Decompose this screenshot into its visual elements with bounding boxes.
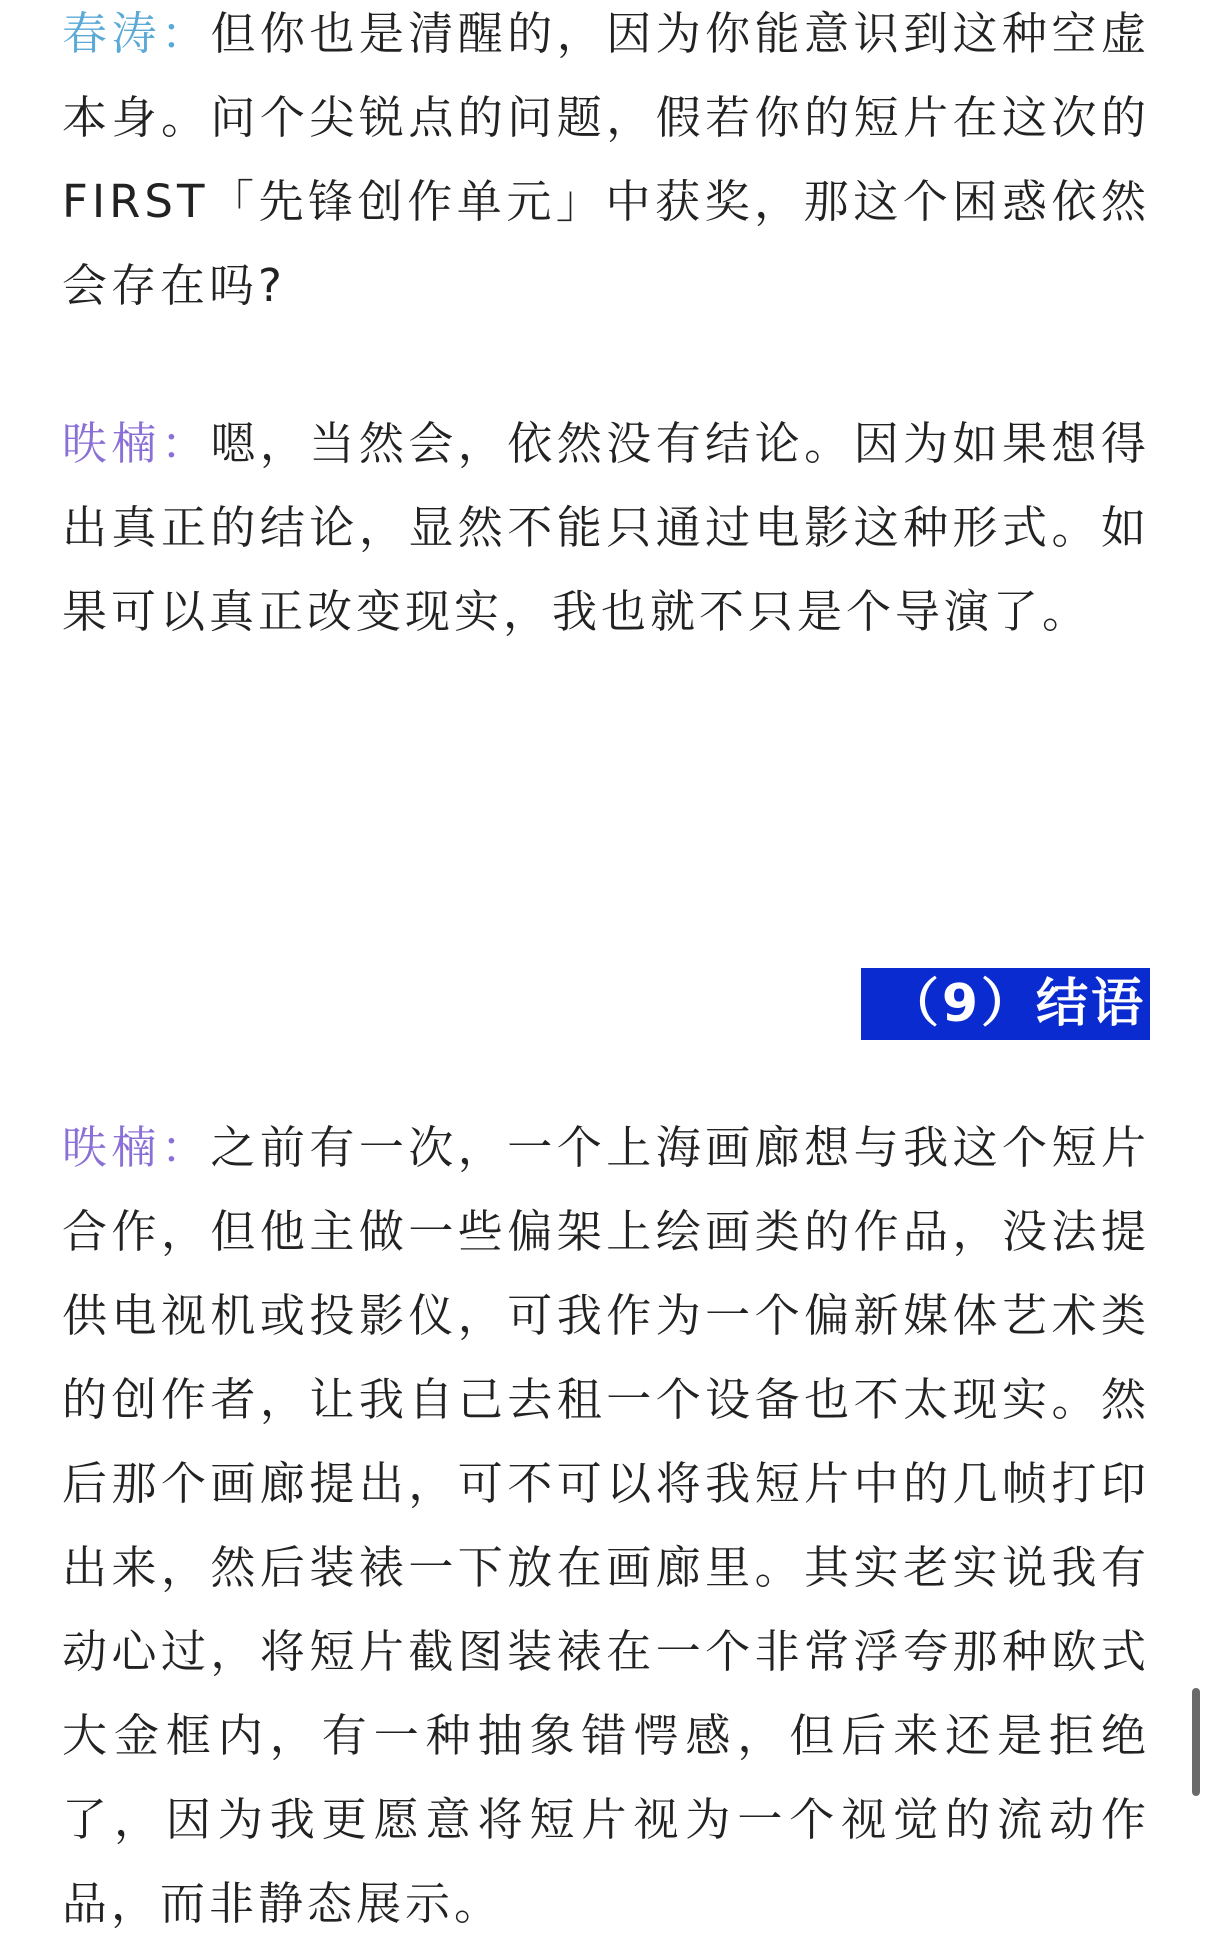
paragraph-gap	[62, 1040, 1150, 1106]
paragraph-text: 嗯，当然会，依然没有结论。因为如果想得出真正的结论，显然不能只通过电影这种形式。如果可以真正改变现实，我也就不只是个导演了。	[62, 417, 1150, 638]
paragraph-3	[62, 1106, 1150, 1946]
paragraph-2	[62, 402, 1150, 654]
speaker-label: 昳楠：	[62, 1121, 211, 1174]
paragraph-1	[62, 0, 1150, 328]
speaker-label: 昳楠：	[62, 417, 211, 470]
section-heading: （9）结语	[861, 968, 1150, 1040]
scrollbar-thumb[interactable]	[1192, 1688, 1200, 1796]
article-body	[62, 0, 1150, 1946]
speaker-label: 春涛：	[62, 7, 211, 60]
section-heading-row	[62, 968, 1150, 1040]
paragraph-gap	[62, 328, 1150, 402]
paragraph-text: 但你也是清醒的，因为你能意识到这种空虚本身。问个尖锐点的问题，假若你的短片在这次的FIRST「先锋创作单元」中获奖，那这个困惑依然会存在吗?	[62, 7, 1150, 312]
section-gap	[62, 654, 1150, 968]
paragraph-text: 之前有一次，一个上海画廊想与我这个短片合作，但他主做一些偏架上绘画类的作品，没法提供电视机或投影仪，可我作为一个偏新媒体艺术类的创作者，让我自己去租一个设备也不太现实。然后那个画廊提出，可不可以将我短片中的几帧打印出来，然后装裱一下放在画廊里。其实老实说我有动心过，将短片截图装裱在一个非常浮夸那种欧式大金框内，有一种抽象错愕感，但后来还是拒绝了，因为我更愿意将短片视为一个视觉的流动作品，而非静态展示。	[62, 1121, 1150, 1930]
